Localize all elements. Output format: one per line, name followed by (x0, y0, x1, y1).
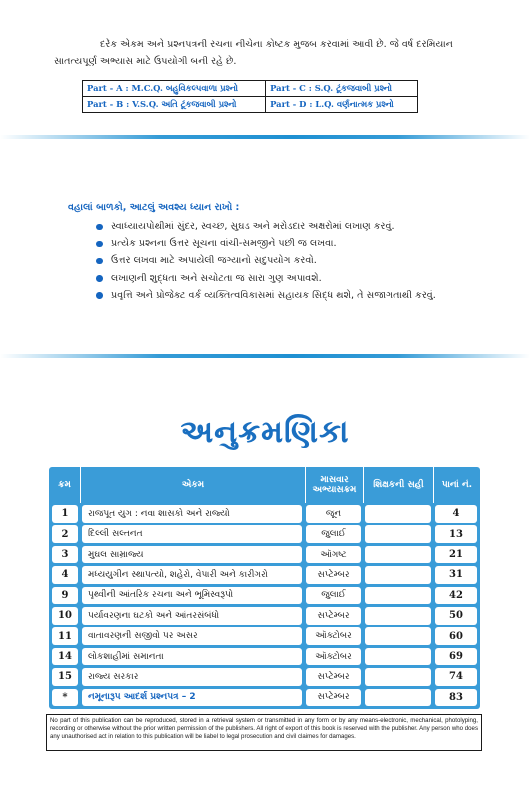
toc-row-unit: રાજપૂત યુગ : નવા શાસકો અને રાજ્યો (82, 505, 302, 523)
toc-row-teacher-signature (365, 607, 431, 625)
bullet-icon (96, 292, 103, 299)
part-c-cell: Part - C : S.Q. ટૂંકજવાબી પ્રશ્નો (266, 81, 418, 97)
toc-row-unit: લોકશાહીમાં સમાનતા (82, 648, 302, 666)
note-item-text: ઉત્તર લખવા માટે અપાયેલી જગ્યાનો સદુપયોગ કરવો. (111, 255, 317, 267)
toc-header-month (305, 467, 363, 503)
toc-row-teacher-signature (365, 627, 431, 645)
toc-table (49, 467, 480, 709)
note-item (96, 287, 436, 304)
part-b-cell: Part - B : V.S.Q. અતિ ટૂંકજવાબી પ્રશ્નો (83, 97, 266, 113)
toc-row-teacher-signature (365, 566, 431, 584)
toc-row-teacher-signature (365, 546, 431, 564)
toc-header-month-line1: માસવાર (320, 475, 349, 485)
note-list (96, 218, 436, 304)
toc-header-page: પાનાં નં. (433, 467, 480, 503)
toc-row-unit: પૃથ્વીની આંતરિક રચના અને ભૂમિસ્વરૂપો (82, 587, 302, 605)
toc-row-teacher-signature (365, 668, 431, 686)
part-d-cell: Part - D : L.Q. વર્ણનાત્મક પ્રશ્નો (266, 97, 418, 113)
note-item-text: પ્રવૃત્તિ અને પ્રોજેક્ટ વર્ક વ્યક્તિત્વવિકાસમાં સહાયક સિદ્ધ થશે, તે સજાગતાથી કરવું. (111, 289, 436, 301)
toc-row-num: 1 (52, 505, 78, 523)
copyright-notice: No part of this publication can be reproduced, stored in a retrieval system or transmitted in any form or by any means-electronic, mechanical, photolyping, recording or otherwise without the prior written permission of the publishers. All right of export of this book is reserved with the publisher. Any person who does any unauthorised act in relation to this publication will be liabel to legal prosecution and civil claimes for damages. (46, 714, 482, 751)
toc-header-teacher: શિક્ષકની સહી (363, 467, 433, 503)
toc-row-num: 4 (52, 566, 78, 584)
note-item (96, 270, 436, 287)
toc-row-unit: વાતાવરણની સજીવો પર અસર (82, 627, 302, 645)
intro-paragraph (54, 36, 494, 70)
toc-row-num: 10 (52, 607, 78, 625)
toc-row-num: 14 (52, 648, 78, 666)
toc-header-month-line2: અભ્યાસક્રમ (312, 485, 357, 495)
toc-row-teacher-signature (365, 648, 431, 666)
toc-row-page: 50 (435, 607, 477, 625)
toc-row-page: 74 (435, 668, 477, 686)
toc-row-unit: પર્યાવરણના ઘટકો અને આંતરસંબંધો (82, 607, 302, 625)
toc-row-month: ઑક્ટોબર (306, 648, 361, 666)
parts-row (83, 97, 418, 113)
toc-row-page: 4 (435, 505, 477, 523)
toc-row-month: ઑગષ્ટ (306, 546, 361, 564)
toc-row-month: સપ્ટેમ્બર (306, 668, 361, 686)
bullet-icon (96, 241, 103, 248)
toc-row-month: જુલાઈ (306, 525, 361, 543)
toc-row-page: 69 (435, 648, 477, 666)
toc-header-unit: એકમ (80, 467, 305, 503)
toc-row-num: 3 (52, 546, 78, 564)
toc-row-page: 13 (435, 525, 477, 543)
toc-row-page: 42 (435, 587, 477, 605)
note-item-text: લખાણની શુદ્ધતા અને સચોટતા જ સારા ગુણ અપાવશે. (111, 272, 322, 284)
toc-title: અનુક્રમણિકા (180, 414, 350, 450)
bullet-icon (96, 258, 103, 265)
toc-row-page: 21 (435, 546, 477, 564)
toc-row-num: 9 (52, 587, 78, 605)
note-item-text: સ્વાધ્યાયપોથીમાં સુંદર, સ્વચ્છ, સુઘડ અને મરોડદાર અક્ષરોમાં લખાણ કરવું. (111, 221, 395, 232)
toc-row-teacher-signature (365, 525, 431, 543)
bullet-icon (96, 224, 103, 231)
toc-header-num: ક્રમ (58, 480, 71, 490)
toc-row-num: * (52, 689, 78, 707)
toc-row-unit: મુઘલ સામ્રાજ્ય (82, 546, 302, 564)
toc-row-month: ઑક્ટોબર (306, 627, 361, 645)
note-item-text: પ્રત્યેક પ્રશ્નના ઉત્તર સૂચના વાંચી-સમજીને પછી જ લખવા. (111, 238, 337, 250)
bullet-icon (96, 275, 103, 282)
note-item (96, 252, 436, 269)
toc-row-num: 15 (52, 668, 78, 686)
toc-row-page: 60 (435, 627, 477, 645)
intro-line-1: દરેક એકમ અને પ્રશ્નપત્રની રચના નીચેના કોષ્ટક મુજબ કરવામાં આવી છે. જે વર્ષ દરમિયાન (100, 39, 453, 50)
toc-row-teacher-signature (365, 587, 431, 605)
note-title: વહાલાં બાળકો, આટલું અવશ્ય ધ્યાન રાખો : (68, 202, 240, 213)
toc-row-num: 11 (52, 627, 78, 645)
note-item (96, 235, 436, 252)
toc-row-month: જૂન (306, 505, 361, 523)
note-item (96, 218, 436, 235)
toc-row-teacher-signature (365, 689, 431, 707)
toc-row-unit: દિલ્લી સલ્તનત (82, 525, 302, 543)
toc-row-month: સપ્ટેમ્બર (306, 566, 361, 584)
toc-row-month: સપ્ટેમ્બર (306, 607, 361, 625)
toc-row-page: 83 (435, 689, 477, 707)
toc-row-teacher-signature (365, 505, 431, 523)
question-parts-table (82, 80, 418, 113)
toc-row-num: 2 (52, 525, 78, 543)
toc-row-unit: રાજ્ય સરકાર (82, 668, 302, 686)
toc-row-unit: નમૂનારૂપ આદર્શ પ્રશ્નપત્ર – 2 (82, 689, 302, 707)
section-divider (0, 135, 530, 139)
part-a-cell: Part - A : M.C.Q. બહુવિકલ્પવાળા પ્રશ્નો (83, 81, 266, 97)
section-divider (0, 354, 530, 358)
toc-row-page: 31 (435, 566, 477, 584)
toc-row-month: સપ્ટેમ્બર (306, 689, 361, 707)
toc-row-month: જુલાઈ (306, 587, 361, 605)
intro-line-2: સાતત્યપૂર્ણ અભ્યાસ માટે ઉપયોગી બની રહે છે. (54, 56, 237, 67)
toc-row-unit: મધ્યયુગીન સ્થાપત્યો, શહેરો, વેપારી અને કારીગરો (82, 566, 302, 584)
parts-row (83, 81, 418, 97)
